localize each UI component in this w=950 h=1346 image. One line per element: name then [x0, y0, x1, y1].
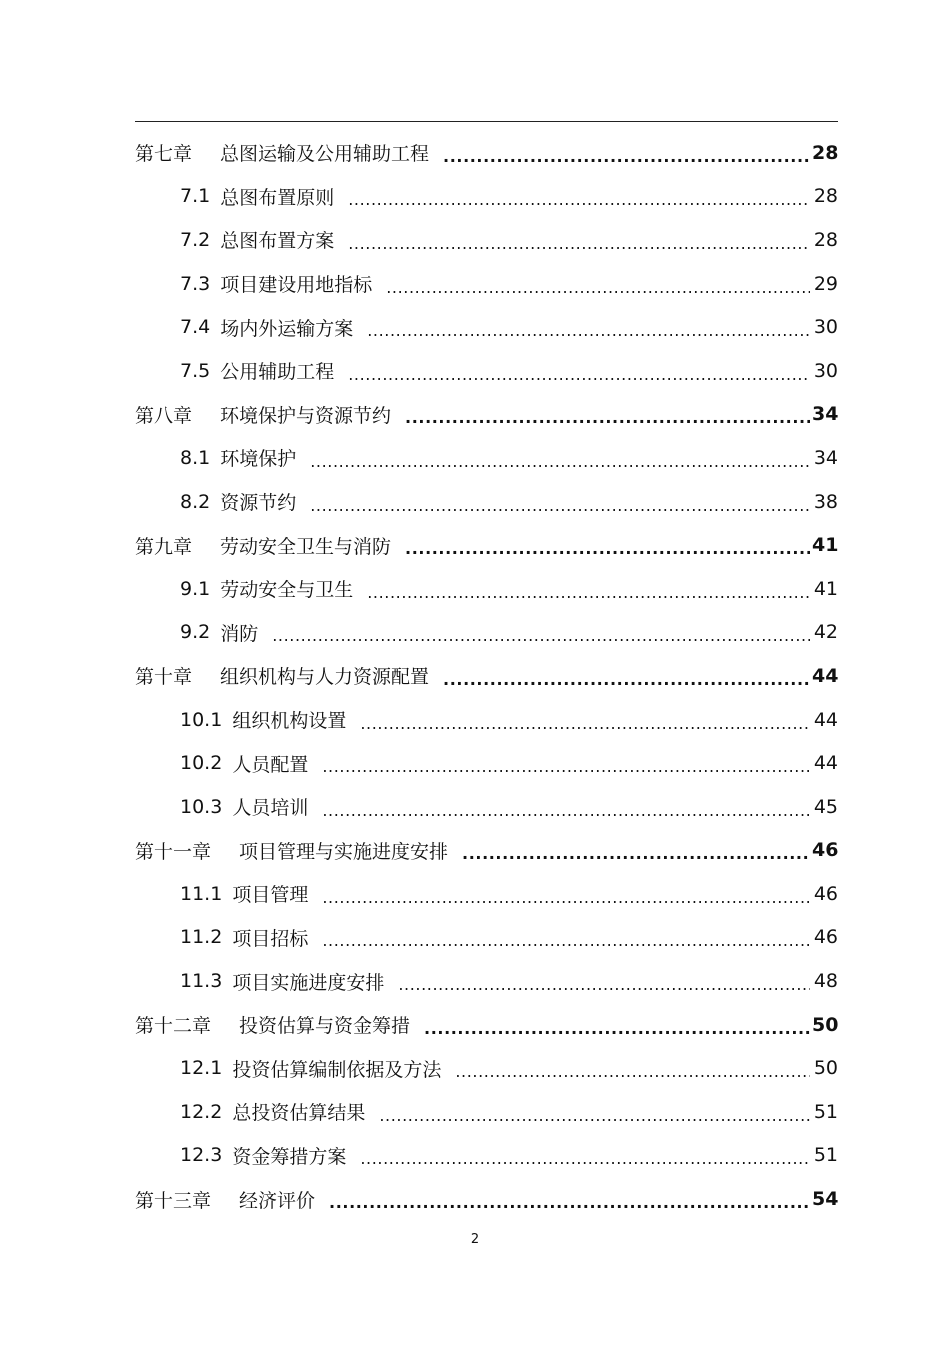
- toc-entry-page: 45: [813, 795, 838, 818]
- dot-leader: [348, 232, 810, 254]
- toc-entry-title: 环境保护: [220, 448, 297, 471]
- toc-entry-title: 场内外运输方案: [220, 317, 354, 340]
- toc-entry-title: 总图布置方案: [220, 230, 335, 253]
- toc-entry-number: 第七章: [135, 143, 193, 166]
- toc-entry-page: 28: [813, 185, 838, 208]
- toc-entry-page: 28: [812, 141, 839, 164]
- toc-entry-title: 经济评价: [239, 1189, 316, 1212]
- dot-leader: [424, 1017, 810, 1039]
- toc-entry-page: 34: [813, 446, 838, 469]
- toc-entry-title: 项目招标: [232, 927, 309, 950]
- toc-entry-page: 46: [813, 882, 838, 905]
- table-of-contents: [135, 131, 838, 1221]
- toc-entry-number: 第十一章: [135, 840, 212, 863]
- toc-section-entry[interactable]: [135, 480, 838, 524]
- toc-entry-page: 38: [813, 490, 838, 513]
- toc-entry-title: 人员配置: [232, 753, 309, 776]
- toc-entry-page: 54: [812, 1188, 839, 1211]
- toc-entry-number: 12.3: [180, 1144, 223, 1167]
- toc-section-entry[interactable]: [135, 1090, 838, 1134]
- dot-leader: [367, 319, 810, 341]
- toc-section-entry[interactable]: [135, 436, 838, 480]
- toc-entry-number: 12.1: [180, 1057, 223, 1080]
- dot-leader: [360, 712, 810, 734]
- toc-entry-title: 环境保护与资源节约: [220, 404, 392, 427]
- dot-leader: [310, 450, 810, 472]
- toc-entry-title: 项目实施进度安排: [232, 971, 385, 994]
- dot-leader: [310, 494, 810, 516]
- toc-entry-title: 组织机构与人力资源配置: [220, 666, 430, 689]
- toc-entry-page: 42: [813, 621, 838, 644]
- toc-entry-number: 10.3: [180, 795, 223, 818]
- toc-entry-page: 44: [812, 664, 839, 687]
- toc-entry-title: 项目管理: [232, 884, 309, 907]
- dot-leader: [379, 1104, 810, 1126]
- toc-entry-number: 7.1: [180, 185, 211, 208]
- toc-chapter-entry[interactable]: [135, 829, 838, 873]
- toc-entry-number: 第十三章: [135, 1189, 212, 1212]
- dot-leader: [322, 755, 810, 777]
- toc-entry-page: 41: [813, 577, 838, 600]
- toc-entry-number: 第十二章: [135, 1015, 212, 1038]
- dot-leader: [405, 537, 810, 559]
- toc-entry-number: 8.1: [180, 446, 211, 469]
- toc-entry-title: 公用辅助工程: [220, 361, 335, 384]
- toc-entry-page: 30: [813, 316, 838, 339]
- dot-leader: [360, 1147, 810, 1169]
- toc-entry-title: 资金筹措方案: [232, 1145, 347, 1168]
- page-number: 2: [470, 1232, 480, 1247]
- toc-entry-title: 投资估算编制依据及方法: [232, 1058, 442, 1081]
- dot-leader: [322, 929, 810, 951]
- toc-section-entry[interactable]: [135, 262, 838, 306]
- toc-section-entry[interactable]: [135, 305, 838, 349]
- dot-leader: [386, 276, 810, 298]
- toc-section-entry[interactable]: [135, 741, 838, 785]
- dot-leader: [329, 1191, 810, 1213]
- toc-chapter-entry[interactable]: [135, 131, 838, 175]
- toc-entry-page: 48: [813, 970, 838, 993]
- toc-entry-number: 7.5: [180, 359, 211, 382]
- toc-section-entry[interactable]: [135, 959, 838, 1003]
- toc-section-entry[interactable]: [135, 349, 838, 393]
- dot-leader: [322, 799, 810, 821]
- toc-entry-page: 34: [812, 403, 839, 426]
- toc-entry-title: 劳动安全与卫生: [220, 579, 354, 602]
- toc-chapter-entry[interactable]: [135, 523, 838, 567]
- toc-entry-number: 7.3: [180, 272, 211, 295]
- toc-entry-page: 30: [813, 359, 838, 382]
- toc-entry-number: 10.1: [180, 708, 223, 731]
- toc-section-entry[interactable]: [135, 916, 838, 960]
- dot-leader: [443, 145, 810, 167]
- toc-section-entry[interactable]: [135, 175, 838, 219]
- toc-entry-page: 41: [812, 534, 839, 557]
- toc-entry-number: 9.1: [180, 577, 211, 600]
- toc-entry-title: 消防: [220, 622, 259, 645]
- toc-entry-number: 第八章: [135, 404, 193, 427]
- dot-leader: [272, 624, 810, 646]
- dot-leader: [348, 363, 810, 385]
- toc-entry-number: 10.2: [180, 752, 223, 775]
- toc-entry-page: 51: [813, 1100, 838, 1123]
- toc-entry-title: 资源节约: [220, 492, 297, 515]
- dot-leader: [462, 842, 810, 864]
- toc-entry-title: 总投资估算结果: [232, 1102, 366, 1125]
- toc-entry-number: 12.2: [180, 1100, 223, 1123]
- toc-entry-page: 46: [813, 926, 838, 949]
- toc-entry-page: 28: [813, 228, 838, 251]
- toc-entry-title: 总图运输及公用辅助工程: [220, 143, 430, 166]
- toc-entry-title: 劳动安全卫生与消防: [220, 535, 392, 558]
- toc-entry-number: 7.4: [180, 316, 211, 339]
- toc-section-entry[interactable]: [135, 1046, 838, 1090]
- dot-leader: [348, 188, 810, 210]
- toc-entry-title: 人员培训: [232, 797, 309, 820]
- toc-entry-title: 项目建设用地指标: [220, 274, 373, 297]
- toc-entry-number: 第九章: [135, 535, 193, 558]
- toc-chapter-entry[interactable]: [135, 1003, 838, 1047]
- toc-entry-page: 29: [813, 272, 838, 295]
- dot-leader: [367, 581, 810, 603]
- toc-section-entry[interactable]: [135, 698, 838, 742]
- toc-entry-title: 组织机构设置: [232, 710, 347, 733]
- toc-entry-number: 11.3: [180, 970, 223, 993]
- toc-entry-title: 总图布置原则: [220, 186, 335, 209]
- toc-section-entry[interactable]: [135, 872, 838, 916]
- toc-entry-page: 50: [813, 1057, 838, 1080]
- toc-chapter-entry[interactable]: [135, 393, 838, 437]
- toc-section-entry[interactable]: [135, 785, 838, 829]
- toc-entry-title: 投资估算与资金筹措: [239, 1015, 411, 1038]
- toc-entry-number: 11.2: [180, 926, 223, 949]
- toc-entry-page: 50: [812, 1013, 839, 1036]
- toc-entry-number: 9.2: [180, 621, 211, 644]
- toc-entry-title: 项目管理与实施进度安排: [239, 840, 449, 863]
- dot-leader: [455, 1060, 810, 1082]
- toc-entry-number: 第十章: [135, 666, 193, 689]
- toc-entry-number: 11.1: [180, 882, 223, 905]
- toc-entry-page: 44: [813, 708, 838, 731]
- toc-chapter-entry[interactable]: [135, 654, 838, 698]
- dot-leader: [398, 973, 810, 995]
- toc-section-entry[interactable]: [135, 218, 838, 262]
- top-rule: [135, 121, 838, 122]
- toc-chapter-entry[interactable]: [135, 1177, 838, 1221]
- toc-entry-number: 8.2: [180, 490, 211, 513]
- toc-entry-number: 7.2: [180, 228, 211, 251]
- toc-entry-page: 44: [813, 752, 838, 775]
- toc-entry-page: 51: [813, 1144, 838, 1167]
- dot-leader: [405, 406, 810, 428]
- toc-section-entry[interactable]: [135, 1134, 838, 1178]
- dot-leader: [322, 886, 810, 908]
- toc-section-entry[interactable]: [135, 611, 838, 655]
- dot-leader: [443, 668, 810, 690]
- toc-section-entry[interactable]: [135, 567, 838, 611]
- toc-entry-page: 46: [812, 839, 839, 862]
